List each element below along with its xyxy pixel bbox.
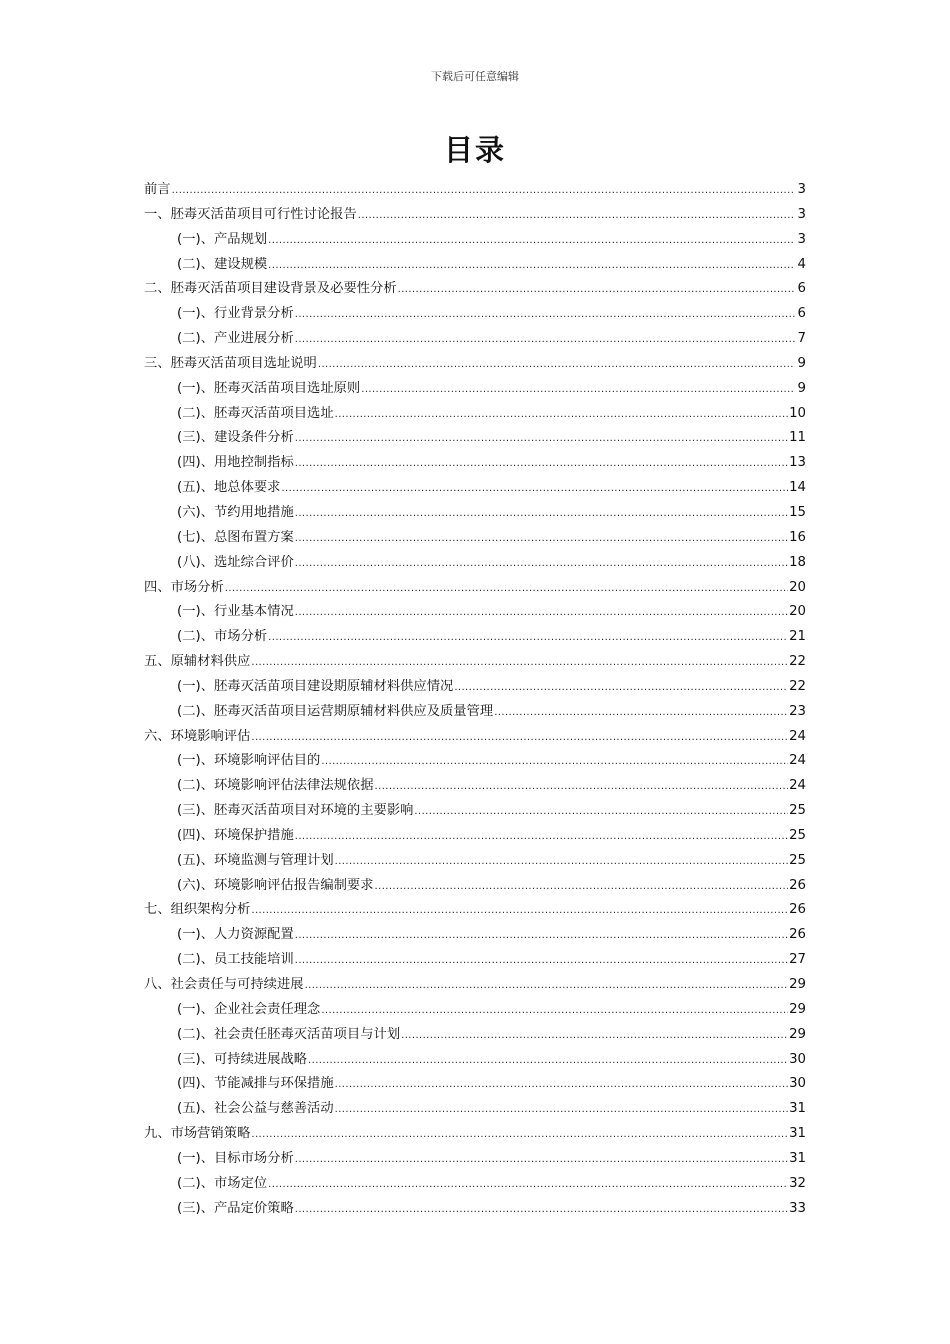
toc-entry[interactable] — [144, 1072, 806, 1097]
toc-entry-page-number: 31 — [789, 1126, 806, 1142]
toc-dot-leader — [225, 576, 788, 602]
toc-entry[interactable] — [144, 302, 806, 327]
toc-dot-leader — [308, 1048, 788, 1074]
toc-dot-leader — [318, 352, 795, 378]
toc-entry-page-number: 11 — [789, 430, 806, 446]
toc-entry[interactable] — [144, 774, 806, 799]
page-header: 下载后可任意编辑 — [431, 70, 519, 83]
toc-dot-leader — [295, 451, 788, 477]
toc-dot-leader — [268, 253, 795, 279]
toc-dot-leader — [295, 948, 788, 974]
toc-entry[interactable] — [144, 253, 806, 278]
toc-dot-leader — [295, 526, 788, 552]
toc-dot-leader — [454, 675, 788, 701]
toc-entry[interactable] — [144, 228, 806, 253]
toc-dot-leader — [295, 600, 788, 626]
toc-dot-leader — [305, 973, 789, 999]
toc-entry-page-number: 20 — [789, 579, 806, 595]
toc-entry-page-number: 29 — [789, 1001, 806, 1017]
toc-entry-page-number: 6 — [797, 306, 806, 322]
toc-entry[interactable] — [144, 625, 806, 650]
toc-dot-leader — [401, 1023, 788, 1049]
toc-entry-label: 九、市场营销策略 — [144, 1126, 251, 1142]
toc-entry[interactable] — [144, 675, 806, 700]
toc-entry[interactable] — [144, 650, 806, 675]
toc-entry-label: (二)、建设规模 — [177, 256, 268, 272]
toc-dot-leader — [172, 178, 795, 204]
toc-entry-page-number: 29 — [789, 1026, 806, 1042]
toc-dot-leader — [361, 377, 795, 403]
toc-entry[interactable] — [144, 451, 806, 476]
toc-entry-label: (一)、行业背景分析 — [177, 306, 294, 322]
toc-entry-label: (六)、节约用地措施 — [177, 504, 294, 520]
toc-dot-leader — [251, 650, 788, 676]
toc-entry-label: (七)、总图布置方案 — [177, 529, 294, 545]
toc-entry-label: (四)、节能减排与环保措施 — [177, 1076, 334, 1092]
toc-entry-label: (四)、用地控制指标 — [177, 455, 294, 471]
toc-entry[interactable] — [144, 824, 806, 849]
toc-entry-label: (三)、产品定价策略 — [177, 1200, 294, 1216]
toc-dot-leader — [281, 476, 788, 502]
toc-entry-page-number: 14 — [789, 480, 806, 496]
toc-entry-page-number: 30 — [789, 1051, 806, 1067]
toc-entry[interactable] — [144, 402, 806, 427]
toc-entry-label: 二、胚毒灭活苗项目建设背景及必要性分析 — [144, 281, 397, 297]
toc-entry-label: (五)、环境监测与管理计划 — [177, 852, 334, 868]
toc-entry-page-number: 24 — [789, 753, 806, 769]
toc-entry-page-number: 18 — [789, 554, 806, 570]
toc-entry-page-number: 27 — [789, 952, 806, 968]
toc-entry-label: (二)、市场定位 — [177, 1175, 268, 1191]
toc-dot-leader — [358, 203, 795, 229]
toc-entry[interactable] — [144, 973, 806, 998]
toc-dot-leader — [321, 998, 788, 1024]
toc-entry-label: (三)、胚毒灭活苗项目对环境的主要影响 — [177, 803, 414, 819]
toc-entry[interactable] — [144, 501, 806, 526]
page-title: 目录 — [443, 133, 506, 167]
toc-entry-label: (二)、胚毒灭活苗项目运营期原辅材料供应及质量管理 — [177, 703, 494, 719]
toc-dot-leader — [295, 501, 788, 527]
toc-dot-leader — [251, 898, 788, 924]
toc-entry[interactable] — [144, 352, 806, 377]
toc-entry-label: (三)、建设条件分析 — [177, 430, 294, 446]
toc-dot-leader — [251, 1122, 788, 1148]
toc-dot-leader — [295, 302, 795, 328]
toc-entry-label: (二)、社会责任胚毒灭活苗项目与计划 — [177, 1026, 401, 1042]
table-of-contents — [144, 178, 806, 1221]
toc-entry-page-number: 13 — [789, 455, 806, 471]
toc-entry-page-number: 33 — [789, 1200, 806, 1216]
toc-dot-leader — [335, 1072, 788, 1098]
toc-entry-label: (一)、胚毒灭活苗项目建设期原辅材料供应情况 — [177, 678, 454, 694]
toc-entry-label: (二)、产业进展分析 — [177, 331, 294, 347]
toc-entry-page-number: 6 — [797, 281, 806, 297]
toc-entry-label: (一)、企业社会责任理念 — [177, 1001, 321, 1017]
toc-entry-label: 前言 — [144, 182, 171, 197]
toc-entry-label: 一、胚毒灭活苗项目可行性讨论报告 — [144, 206, 357, 222]
toc-entry[interactable] — [144, 277, 806, 302]
toc-entry[interactable] — [144, 1197, 806, 1222]
toc-entry-page-number: 22 — [789, 678, 806, 694]
toc-entry-page-number: 4 — [797, 256, 806, 272]
toc-dot-leader — [321, 749, 788, 775]
toc-dot-leader — [295, 824, 788, 850]
toc-entry-page-number: 22 — [789, 654, 806, 670]
toc-dot-leader — [335, 1097, 788, 1123]
toc-entry-page-number: 29 — [789, 977, 806, 992]
toc-entry[interactable] — [144, 203, 806, 228]
toc-entry[interactable] — [144, 849, 806, 874]
toc-entry-page-number: 24 — [789, 728, 806, 744]
toc-dot-leader — [251, 725, 788, 751]
toc-entry[interactable] — [144, 576, 806, 601]
toc-entry-page-number: 9 — [797, 355, 806, 371]
toc-dot-leader — [494, 700, 788, 726]
toc-entry[interactable] — [144, 749, 806, 774]
toc-entry-page-number: 3 — [797, 182, 806, 197]
toc-entry-page-number: 25 — [789, 803, 806, 819]
toc-entry[interactable] — [144, 1172, 806, 1197]
toc-entry-page-number: 16 — [789, 529, 806, 545]
toc-entry-label: (三)、可持续进展战略 — [177, 1051, 308, 1067]
toc-entry[interactable] — [144, 948, 806, 973]
toc-dot-leader — [268, 625, 788, 651]
toc-entry-page-number: 32 — [789, 1175, 806, 1191]
toc-entry-label: (一)、胚毒灭活苗项目选址原则 — [177, 380, 361, 396]
toc-entry-page-number: 15 — [789, 504, 806, 520]
toc-entry[interactable] — [144, 923, 806, 948]
toc-dot-leader — [295, 1197, 788, 1223]
toc-entry-page-number: 7 — [797, 331, 806, 347]
toc-dot-leader — [295, 426, 788, 452]
toc-dot-leader — [268, 1172, 788, 1198]
toc-entry-label: 三、胚毒灭活苗项目选址说明 — [144, 355, 317, 371]
toc-dot-leader — [295, 327, 795, 353]
toc-entry[interactable] — [144, 551, 806, 576]
toc-entry-label: 四、市场分析 — [144, 579, 224, 595]
toc-entry-label: (六)、环境影响评估报告编制要求 — [177, 877, 374, 893]
toc-entry[interactable] — [144, 327, 806, 352]
toc-dot-leader — [375, 874, 789, 900]
toc-entry-page-number: 9 — [797, 380, 806, 396]
toc-dot-leader — [295, 923, 788, 949]
toc-entry[interactable] — [144, 1048, 806, 1073]
toc-entry-page-number: 31 — [789, 1150, 806, 1166]
toc-entry[interactable] — [144, 526, 806, 551]
toc-entry[interactable] — [144, 799, 806, 824]
toc-entry-page-number: 24 — [789, 778, 806, 794]
toc-dot-leader — [375, 774, 789, 800]
toc-entry-page-number: 3 — [797, 231, 806, 247]
toc-entry-label: (二)、市场分析 — [177, 629, 268, 645]
toc-entry[interactable] — [144, 377, 806, 402]
toc-entry[interactable] — [144, 700, 806, 725]
toc-entry-label: (五)、社会公益与慈善活动 — [177, 1101, 334, 1117]
toc-entry-label: 六、环境影响评估 — [144, 728, 251, 744]
toc-entry-page-number: 26 — [789, 902, 806, 918]
toc-entry-page-number: 21 — [789, 629, 806, 645]
toc-entry-page-number: 25 — [789, 852, 806, 868]
toc-dot-leader — [295, 1147, 788, 1173]
toc-entry[interactable] — [144, 426, 806, 451]
toc-dot-leader — [398, 277, 795, 303]
toc-entry[interactable] — [144, 178, 806, 203]
toc-entry-page-number: 31 — [789, 1101, 806, 1117]
toc-entry-page-number: 30 — [789, 1076, 806, 1092]
toc-entry-page-number: 26 — [789, 927, 806, 943]
toc-entry[interactable] — [144, 1023, 806, 1048]
toc-entry-label: (二)、员工技能培训 — [177, 952, 294, 968]
toc-entry-label: (四)、环境保护措施 — [177, 827, 294, 843]
toc-dot-leader — [268, 228, 795, 254]
toc-entry[interactable] — [144, 476, 806, 501]
toc-entry-page-number: 25 — [789, 827, 806, 843]
toc-entry[interactable] — [144, 1122, 806, 1147]
toc-entry-label: (二)、胚毒灭活苗项目选址 — [177, 405, 334, 421]
toc-entry-label: 七、组织架构分析 — [144, 902, 251, 918]
toc-entry-label: (八)、选址综合评价 — [177, 554, 294, 570]
toc-entry[interactable] — [144, 898, 806, 923]
toc-entry[interactable] — [144, 998, 806, 1023]
toc-entry[interactable] — [144, 874, 806, 899]
toc-entry-label: 八、社会责任与可持续进展 — [144, 977, 304, 992]
toc-dot-leader — [335, 849, 788, 875]
toc-entry-page-number: 20 — [789, 604, 806, 620]
toc-entry-label: (二)、环境影响评估法律法规依据 — [177, 778, 374, 794]
toc-entry-page-number: 26 — [789, 877, 806, 893]
toc-dot-leader — [414, 799, 788, 825]
toc-entry[interactable] — [144, 600, 806, 625]
toc-entry-page-number: 3 — [797, 206, 806, 222]
toc-dot-leader — [335, 402, 788, 428]
toc-entry-label: (一)、产品规划 — [177, 231, 268, 247]
toc-entry-page-number: 23 — [789, 703, 806, 719]
toc-entry-label: 五、原辅材料供应 — [144, 654, 251, 670]
toc-entry-label: (一)、行业基本情况 — [177, 604, 294, 620]
toc-entry-label: (一)、人力资源配置 — [177, 927, 294, 943]
toc-entry-page-number: 10 — [789, 405, 806, 421]
toc-dot-leader — [295, 551, 788, 577]
toc-entry[interactable] — [144, 1097, 806, 1122]
toc-entry-label: (五)、地总体要求 — [177, 480, 281, 496]
toc-entry-label: (一)、目标市场分析 — [177, 1150, 294, 1166]
toc-entry-label: (一)、环境影响评估目的 — [177, 753, 321, 769]
toc-entry[interactable] — [144, 725, 806, 750]
toc-entry[interactable] — [144, 1147, 806, 1172]
